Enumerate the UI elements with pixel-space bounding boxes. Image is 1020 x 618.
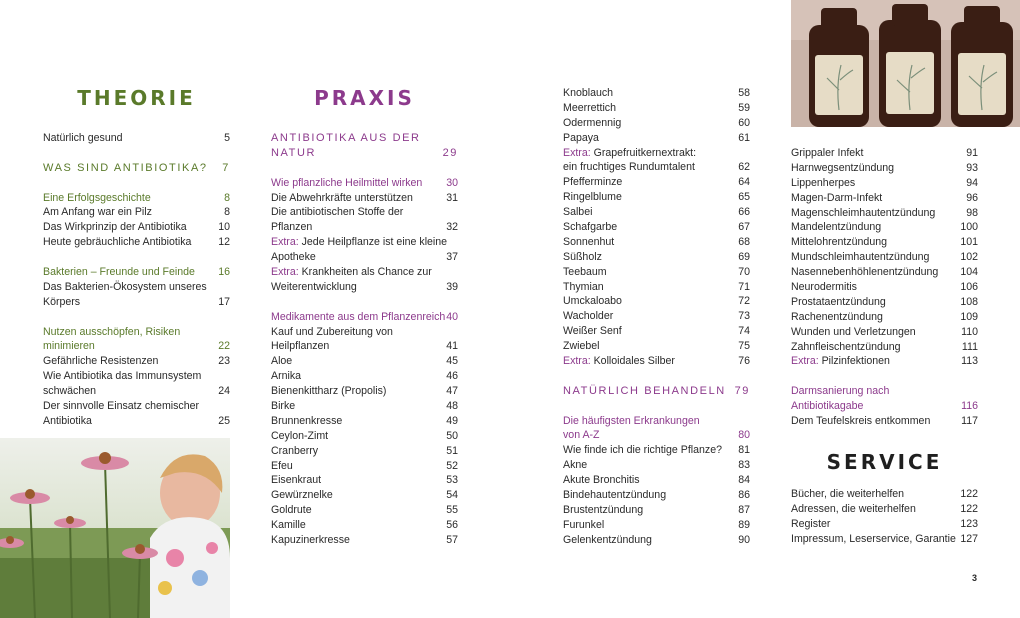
toc-chapter[interactable]	[43, 265, 230, 280]
toc-entry[interactable]	[563, 354, 750, 369]
toc-entry-title: Zwiebel	[563, 340, 600, 353]
toc-entry[interactable]	[271, 235, 458, 250]
toc-entry-title: Bakterien – Freunde und Feinde	[43, 266, 195, 279]
toc-entry[interactable]	[563, 265, 750, 280]
toc-entry[interactable]	[563, 160, 750, 175]
toc-page-number: 22	[218, 340, 230, 353]
toc-entry-title: Prostataentzündung	[791, 295, 886, 308]
toc-page-number: 32	[446, 221, 458, 234]
toc-page-number: 24	[218, 385, 230, 398]
toc-entry[interactable]	[563, 116, 750, 131]
toc-chapter[interactable]	[563, 428, 750, 443]
toc-entry[interactable]	[563, 146, 750, 161]
toc-page-number: 12	[218, 236, 230, 249]
toc-entry[interactable]	[43, 235, 230, 250]
toc-entry-title: Die häufigsten Erkrankungen	[563, 414, 700, 427]
toc-page-number: 110	[961, 325, 978, 338]
toc-entry-title: Am Anfang war ein Pilz	[43, 206, 152, 219]
toc-entry-title: Pfefferminze	[563, 176, 623, 189]
toc-page-number: 71	[738, 280, 750, 293]
toc-page-number: 72	[738, 295, 750, 308]
toc-page-number: 55	[446, 504, 458, 517]
toc-entry-title-wrap	[563, 354, 675, 369]
toc-entry-title: Medikamente aus dem Pflanzenreich	[271, 310, 446, 323]
toc-entry[interactable]	[791, 265, 978, 280]
toc-entry-title: Bücher, die weiterhelfen	[791, 488, 905, 500]
toc-entry[interactable]	[271, 459, 458, 474]
toc-chapter[interactable]	[43, 325, 230, 340]
toc-spacer	[563, 399, 750, 414]
toc-entry[interactable]	[271, 265, 458, 280]
toc-page-number: 127	[960, 532, 978, 545]
toc-entry[interactable]	[563, 473, 750, 488]
toc-entry[interactable]	[563, 220, 750, 235]
toc-page-number: 106	[960, 281, 978, 294]
toc-entry[interactable]	[271, 429, 458, 444]
toc-entry-title: Apotheke	[271, 251, 316, 264]
toc-entry[interactable]	[271, 250, 458, 265]
toc-page-number: 40	[446, 310, 458, 323]
toc-entry-title: Wacholder	[563, 310, 614, 323]
toc-entry-title: Körpers	[43, 295, 81, 308]
toc-entry-title: Extra:	[563, 355, 591, 368]
toc-entry[interactable]	[271, 339, 458, 354]
toc-entry-title: Dem Teufelskreis entkommen	[791, 415, 931, 428]
toc-entry-title: Extra:	[271, 266, 299, 279]
toc-page-number: 25	[218, 414, 230, 427]
toc-entry-title: Goldrute	[271, 504, 312, 517]
toc-page-number: 89	[738, 518, 750, 531]
toc-entry-title: Kauf und Zubereitung von	[271, 325, 393, 338]
toc-column-diseases	[791, 146, 978, 429]
toc-entry-title: NATÜRLICH BEHANDELN	[563, 384, 726, 397]
toc-entry-title-wrap	[271, 235, 447, 250]
toc-page-number: 113	[961, 355, 978, 368]
toc-entry-title: Extra:	[791, 355, 819, 368]
toc-chapter[interactable]	[271, 176, 458, 191]
toc-entry-title: von A-Z	[563, 429, 600, 442]
toc-page-number: 84	[738, 474, 750, 487]
toc-entry-title: Odermennig	[563, 116, 622, 129]
toc-page-number: 47	[446, 385, 458, 398]
toc-entry-title: Der sinnvolle Einsatz chemischer	[43, 400, 200, 413]
heading-praxis: PRAXIS	[314, 86, 415, 110]
toc-page-number: 10	[218, 221, 230, 234]
toc-page-number: 45	[446, 355, 458, 368]
toc-entry-title: Bindehautentzündung	[563, 489, 667, 502]
toc-entry-title: Schafgarbe	[563, 221, 618, 234]
toc-entry-title: Register	[791, 517, 831, 530]
toc-section-heading[interactable]	[271, 131, 458, 146]
toc-page-number: 30	[446, 176, 458, 189]
toc-page-number: 60	[738, 116, 750, 129]
toc-entry-title: Papaya	[563, 131, 599, 144]
toc-entry[interactable]	[271, 503, 458, 518]
toc-entry[interactable]	[791, 295, 978, 310]
toc-entry[interactable]	[563, 175, 750, 190]
toc-page-number: 8	[224, 191, 230, 204]
toc-page-number: 122	[960, 488, 978, 500]
toc-entry-title: Harnwegsentzündung	[791, 161, 895, 174]
toc-entry-title: Gefährliche Resistenzen	[43, 355, 159, 368]
toc-entry[interactable]	[563, 324, 750, 339]
toc-column-praxis	[271, 131, 458, 548]
toc-entry-extra-text: Jede Heilpflanze ist eine kleine	[298, 236, 448, 249]
toc-entry[interactable]	[563, 101, 750, 116]
toc-entry[interactable]	[791, 517, 978, 532]
toc-entry[interactable]	[791, 310, 978, 325]
toc-column-service	[791, 487, 978, 547]
toc-page-number: 59	[738, 101, 750, 114]
toc-entry-title: Adressen, die weiterhelfen	[791, 502, 916, 515]
toc-entry-title: Die antibiotischen Stoffe der	[271, 206, 404, 219]
toc-entry[interactable]	[271, 205, 458, 220]
toc-spacer	[43, 146, 230, 161]
toc-entry-title: Natürlich gesund	[43, 132, 123, 144]
toc-page-number: 70	[738, 265, 750, 278]
toc-page-number: 98	[966, 206, 978, 219]
toc-entry-title: Neurodermitis	[791, 281, 857, 294]
toc-entry-title: Rachenentzündung	[791, 310, 883, 323]
toc-page-number: 81	[738, 444, 750, 457]
toc-entry-title: Umckaloabo	[563, 295, 622, 308]
toc-page-number: 23	[218, 355, 230, 368]
toc-page-number: 116	[961, 400, 978, 413]
toc-entry[interactable]	[563, 86, 750, 101]
toc-page-number: 96	[966, 191, 978, 204]
toc-entry-title: Brustentzündung	[563, 503, 644, 516]
toc-entry-title: Nutzen ausschöpfen, Risiken	[43, 325, 181, 338]
toc-entry-title: Lippenherpes	[791, 176, 856, 189]
toc-entry[interactable]	[43, 131, 230, 146]
toc-page-number: 91	[966, 147, 978, 159]
toc-page-number: 67	[738, 221, 750, 234]
toc-page-number: 58	[738, 87, 750, 99]
toc-column-theorie	[43, 131, 230, 429]
toc-page-number: 37	[446, 251, 458, 264]
toc-page-number: 39	[446, 280, 458, 293]
toc-page-number: 69	[738, 250, 750, 263]
toc-entry[interactable]	[563, 190, 750, 205]
toc-entry[interactable]	[271, 369, 458, 384]
toc-entry[interactable]	[791, 354, 978, 369]
toc-chapter[interactable]	[563, 414, 750, 429]
toc-section-heading[interactable]	[563, 384, 750, 399]
toc-entry[interactable]	[791, 280, 978, 295]
toc-entry-title: Brunnenkresse	[271, 414, 343, 427]
toc-spacer	[43, 310, 230, 325]
toc-page-number: 41	[446, 340, 458, 353]
toc-entry-title: Extra:	[563, 146, 591, 159]
toc-entry[interactable]	[791, 220, 978, 235]
toc-page-number: 102	[960, 251, 978, 264]
toc-entry-title: Aloe	[271, 355, 293, 368]
toc-entry[interactable]	[791, 191, 978, 206]
toc-entry-title: NATUR	[271, 146, 317, 159]
apothecary-bottles-photo	[791, 0, 1020, 127]
toc-page-number: 101	[960, 236, 978, 249]
toc-entry-title: minimieren	[43, 340, 95, 353]
toc-entry-title: Wie finde ich die richtige Pflanze?	[563, 444, 722, 457]
toc-entry-title: Salbei	[563, 206, 593, 219]
toc-page-number: 29	[442, 146, 458, 159]
toc-entry[interactable]	[791, 250, 978, 265]
toc-entry[interactable]	[563, 443, 750, 458]
toc-entry-title: Antibiotikagabe	[791, 400, 864, 413]
toc-entry-title: Heute gebräuchliche Antibiotika	[43, 236, 192, 249]
toc-entry[interactable]	[271, 444, 458, 459]
toc-entry[interactable]	[43, 205, 230, 220]
toc-entry-title: WAS SIND ANTIBIOTIKA?	[43, 161, 208, 174]
toc-entry[interactable]	[791, 532, 978, 547]
toc-entry-extra-text: Krankheiten als Chance zur	[298, 266, 432, 279]
toc-page-number: 7	[222, 161, 230, 174]
toc-entry[interactable]	[563, 280, 750, 295]
toc-entry[interactable]	[271, 518, 458, 533]
toc-page-number: 109	[960, 310, 978, 323]
toc-entry[interactable]	[791, 235, 978, 250]
toc-entry[interactable]	[43, 354, 230, 369]
toc-page-number: 66	[738, 206, 750, 219]
toc-entry-title: Weiterentwicklung	[271, 280, 357, 293]
toc-entry[interactable]	[43, 384, 230, 399]
toc-page-number: 16	[218, 266, 230, 279]
toc-entry-title: Meerrettich	[563, 101, 616, 114]
toc-entry-title: Eisenkraut	[271, 474, 322, 487]
toc-page-number: 74	[738, 325, 750, 338]
toc-page-number: 123	[960, 517, 978, 530]
toc-entry[interactable]	[43, 280, 230, 295]
toc-entry[interactable]	[43, 295, 230, 310]
toc-entry[interactable]	[271, 325, 458, 340]
toc-page-number: 46	[446, 370, 458, 383]
toc-entry-title: Heilpflanzen	[271, 340, 330, 353]
toc-entry[interactable]	[271, 473, 458, 488]
toc-entry-title: Teebaum	[563, 265, 607, 278]
toc-entry-title: Arnika	[271, 370, 302, 383]
toc-spacer	[271, 161, 458, 176]
toc-page-number: 17	[218, 295, 230, 308]
toc-entry[interactable]	[43, 399, 230, 414]
toc-page-number: 87	[738, 503, 750, 516]
toc-page-number: 79	[734, 384, 750, 397]
toc-page-number: 50	[446, 429, 458, 442]
toc-entry-title: Extra:	[271, 236, 299, 249]
toc-spacer	[791, 369, 978, 384]
heading-theorie: THEORIE	[77, 86, 196, 110]
toc-entry-title: Kapuzinerkresse	[271, 534, 350, 547]
toc-entry[interactable]	[563, 503, 750, 518]
toc-chapter[interactable]	[43, 191, 230, 206]
child-with-flowers-photo	[0, 438, 230, 618]
toc-entry-title: ein fruchtiges Rundumtalent	[563, 161, 695, 174]
toc-page-number: 93	[966, 161, 978, 174]
toc-entry-title: Weißer Senf	[563, 325, 622, 338]
toc-entry[interactable]	[563, 488, 750, 503]
toc-entry[interactable]	[791, 414, 978, 429]
toc-page-number: 5	[224, 132, 230, 144]
toc-entry[interactable]	[271, 399, 458, 414]
toc-chapter[interactable]	[271, 310, 458, 325]
toc-entry[interactable]	[563, 339, 750, 354]
toc-entry-title: Cranberry	[271, 444, 319, 457]
toc-entry-title: Mundschleimhautentzündung	[791, 251, 930, 264]
toc-entry[interactable]	[791, 502, 978, 517]
toc-entry[interactable]	[563, 533, 750, 548]
toc-entry[interactable]	[43, 220, 230, 235]
toc-entry-title: Knoblauch	[563, 87, 614, 99]
toc-entry-title: Magenschleimhautentzündung	[791, 206, 936, 219]
toc-entry-title: schwächen	[43, 385, 96, 398]
toc-entry[interactable]	[563, 518, 750, 533]
toc-entry[interactable]	[271, 384, 458, 399]
toc-entry[interactable]	[791, 325, 978, 340]
toc-page-number: 62	[738, 161, 750, 174]
toc-entry-extra-text: Grapefruitkernextrakt:	[590, 146, 697, 159]
toc-entry[interactable]	[563, 205, 750, 220]
toc-entry[interactable]	[43, 369, 230, 384]
toc-page-number: 52	[446, 459, 458, 472]
toc-page-number: 51	[446, 444, 458, 457]
toc-entry[interactable]	[43, 414, 230, 429]
toc-entry-title: Süßholz	[563, 250, 602, 263]
toc-page-number: 111	[961, 340, 978, 353]
toc-page-number: 53	[446, 474, 458, 487]
toc-page-number: 108	[960, 295, 978, 308]
toc-page-number: 94	[966, 176, 978, 189]
toc-entry-title: Gelenkentzündung	[563, 533, 652, 546]
toc-entry[interactable]	[791, 340, 978, 355]
toc-page-number: 49	[446, 414, 458, 427]
page-number: 3	[971, 573, 977, 583]
toc-page-number: 122	[960, 502, 978, 515]
toc-entry-title: Mandelentzündung	[791, 221, 882, 234]
toc-entry-title: Zahnfleischentzündung	[791, 340, 901, 353]
toc-entry[interactable]	[563, 309, 750, 324]
toc-page-number: 8	[224, 206, 230, 219]
toc-entry[interactable]	[271, 533, 458, 548]
toc-entry-title: Das Wirkprinzip der Antibiotika	[43, 221, 187, 234]
toc-entry-title: Ringelblume	[563, 191, 622, 204]
toc-entry-title: Grippaler Infekt	[791, 147, 864, 159]
toc-entry[interactable]	[791, 161, 978, 176]
toc-entry-title: Bienenkittharz (Propolis)	[271, 385, 387, 398]
toc-section-heading[interactable]	[43, 161, 230, 176]
toc-entry-title: Kamille	[271, 519, 306, 532]
toc-entry-title: Nasennebenhöhlenentzündung	[791, 266, 939, 279]
toc-page-number: 90	[738, 533, 750, 546]
toc-chapter[interactable]	[791, 399, 978, 414]
toc-entry[interactable]	[791, 206, 978, 221]
toc-page-number: 68	[738, 235, 750, 248]
toc-entry-title: Thymian	[563, 280, 604, 293]
toc-spacer	[43, 176, 230, 191]
toc-entry-title: ANTIBIOTIKA AUS DER	[271, 132, 421, 144]
toc-entry-title-wrap	[791, 354, 890, 369]
toc-entry-title: Impressum, Leserservice, Garantie	[791, 532, 956, 545]
toc-page-number: 31	[446, 191, 458, 204]
toc-entry[interactable]	[791, 176, 978, 191]
toc-entry-title: Efeu	[271, 459, 293, 472]
toc-entry[interactable]	[563, 294, 750, 309]
toc-entry-title: Wunden und Verletzungen	[791, 325, 916, 338]
toc-entry-title: Eine Erfolgsgeschichte	[43, 191, 151, 204]
toc-entry-title: Pflanzen	[271, 221, 313, 234]
toc-spacer	[271, 295, 458, 310]
toc-page-number: 100	[960, 221, 978, 234]
toc-chapter[interactable]	[791, 384, 978, 399]
toc-page-number: 75	[738, 340, 750, 353]
toc-entry-title-wrap	[563, 146, 696, 161]
toc-column-praxis-continued	[563, 86, 750, 548]
toc-entry-title: Antibiotika	[43, 414, 92, 427]
toc-entry-title: Wie pflanzliche Heilmittel wirken	[271, 176, 423, 189]
toc-entry-title: Darmsanierung nach	[791, 385, 890, 398]
toc-entry[interactable]	[271, 488, 458, 503]
toc-page-number: 86	[738, 489, 750, 502]
toc-entry-title: Sonnenhut	[563, 235, 615, 248]
toc-entry-title: Die Abwehrkräfte unterstützen	[271, 191, 413, 204]
toc-page-number: 57	[446, 534, 458, 547]
toc-page-number: 104	[960, 266, 978, 279]
toc-page-number: 65	[738, 191, 750, 204]
heading-service: SERVICE	[826, 450, 943, 474]
toc-entry[interactable]	[563, 235, 750, 250]
toc-spacer	[563, 369, 750, 384]
toc-entry-title: Furunkel	[563, 518, 605, 531]
toc-entry[interactable]	[271, 414, 458, 429]
toc-entry[interactable]	[563, 131, 750, 146]
toc-entry-title: Akute Bronchitis	[563, 474, 640, 487]
toc-entry[interactable]	[271, 220, 458, 235]
toc-entry[interactable]	[563, 458, 750, 473]
toc-page-number: 73	[738, 310, 750, 323]
toc-entry-title: Mittelohrentzündung	[791, 236, 887, 249]
toc-page-number: 48	[446, 400, 458, 413]
toc-entry[interactable]	[271, 191, 458, 206]
toc-entry-extra-text: Kolloidales Silber	[590, 355, 675, 368]
toc-page-number: 64	[738, 176, 750, 189]
toc-chapter[interactable]	[43, 339, 230, 354]
toc-page-number: 61	[738, 131, 750, 144]
toc-entry-title: Magen-Darm-Infekt	[791, 191, 883, 204]
toc-entry-title: Akne	[563, 459, 588, 472]
toc-page-number: 80	[738, 429, 750, 442]
toc-page-number: 117	[961, 415, 978, 428]
toc-entry-title: Das Bakterien-Ökosystem unseres	[43, 280, 207, 293]
toc-spacer	[43, 250, 230, 265]
toc-entry[interactable]	[271, 280, 458, 295]
toc-entry-title: Gewürznelke	[271, 489, 333, 502]
toc-entry[interactable]	[791, 146, 978, 161]
toc-page-number: 76	[738, 355, 750, 368]
toc-entry-title: Birke	[271, 400, 296, 413]
toc-entry-title: Ceylon-Zimt	[271, 429, 329, 442]
toc-section-heading[interactable]	[271, 146, 458, 161]
toc-entry-title-wrap	[271, 265, 432, 280]
toc-entry[interactable]	[563, 250, 750, 265]
toc-page-number: 54	[446, 489, 458, 502]
toc-entry-extra-text: Pilzinfektionen	[818, 355, 890, 368]
toc-entry[interactable]	[791, 487, 978, 502]
toc-entry-title: Wie Antibiotika das Immunsystem	[43, 370, 202, 383]
toc-entry[interactable]	[271, 354, 458, 369]
toc-page-number: 83	[738, 459, 750, 472]
toc-page-number: 56	[446, 519, 458, 532]
